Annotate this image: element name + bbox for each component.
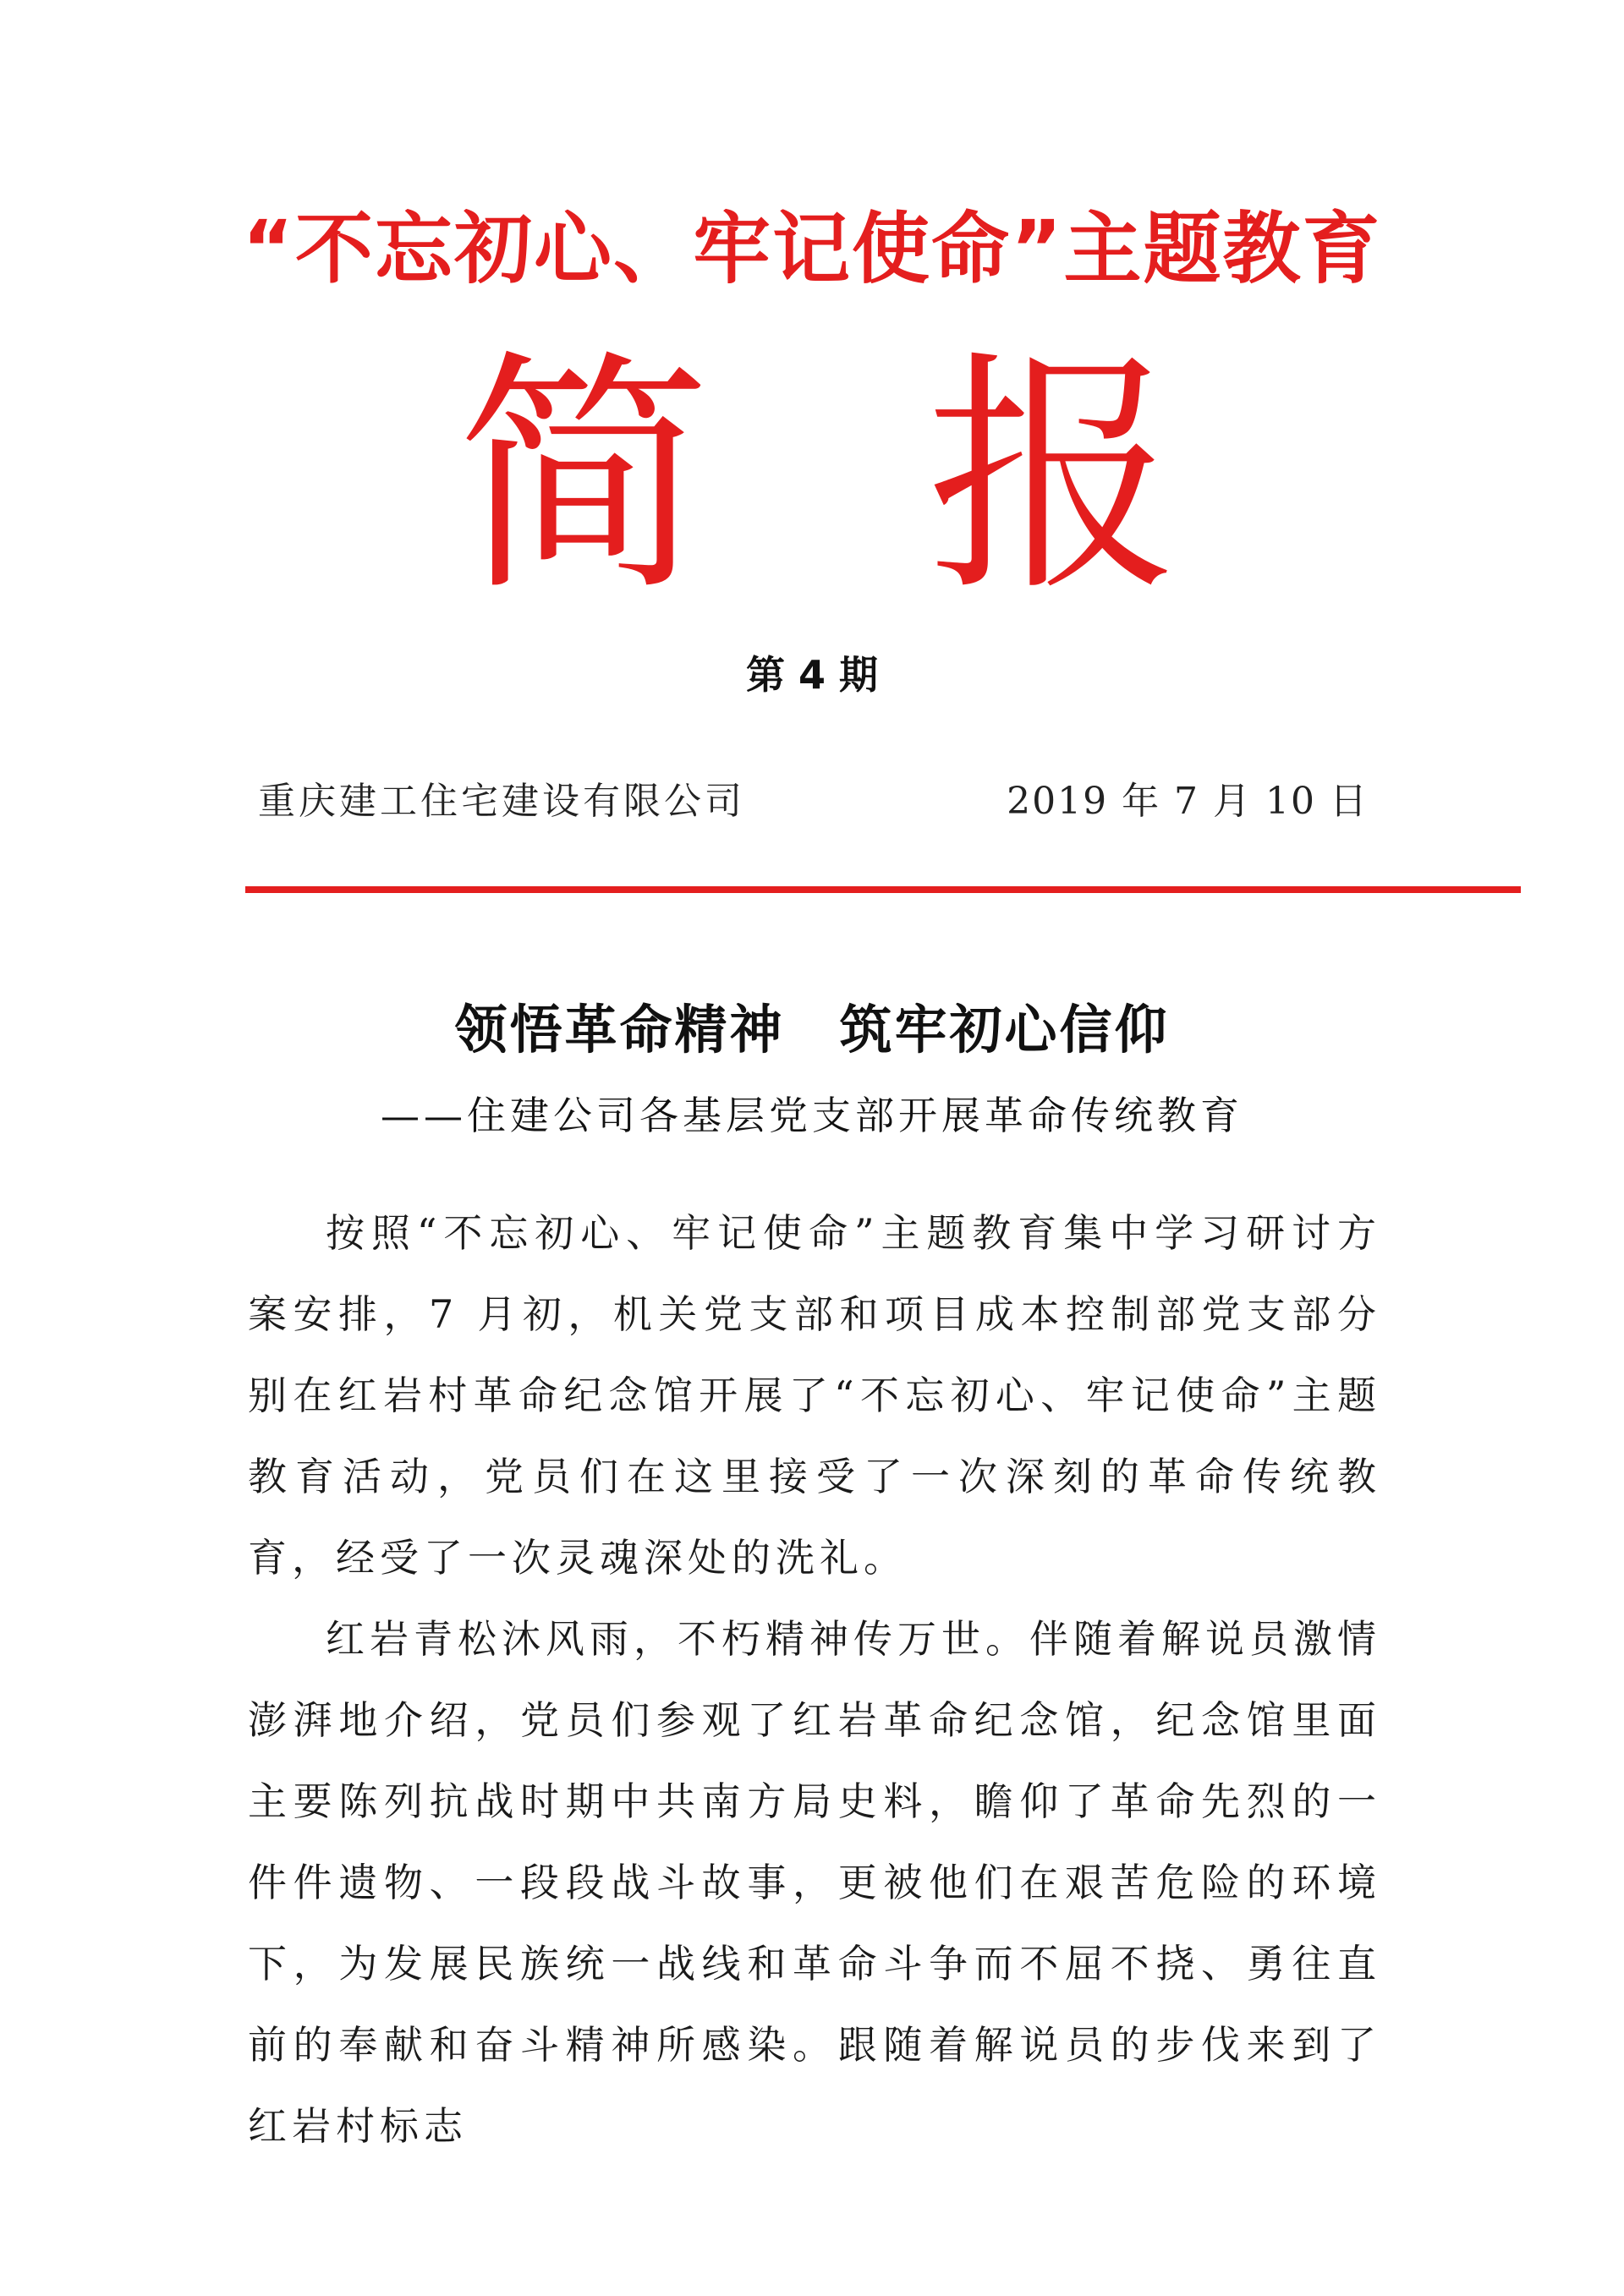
article-title: 领悟革命精神 筑牢初心信仰	[454, 999, 1170, 1060]
organization-name: 重庆建工住宅建设有限公司	[258, 780, 745, 823]
red-divider-line	[245, 886, 1521, 893]
masthead-char-bao: 报	[926, 330, 1180, 625]
issue-number: 第 4 期	[745, 652, 879, 698]
masthead-char-jian: 简	[457, 330, 710, 625]
article-paragraph: 按照“不忘初心、牢记使命”主题教育集中学习研讨方案安排，7 月初，机关党支部和项目成本控制部党支部分别在红岩村革命纪念馆开展了“不忘初心、牢记使命”主题教育活动，党员们在这里接受了一次深刻的革命传统教育，经受了一次灵魂深处的洗礼。	[248, 1210, 1381, 1581]
masthead	[0, 330, 1624, 625]
publish-date: 2019 年 7 月 10 日	[1007, 780, 1369, 823]
article-subtitle: ——住建公司各基层党支部开展革命传统教育	[381, 1093, 1243, 1138]
article-paragraph: 红岩青松沐风雨，不朽精神传万世。伴随着解说员激情澎湃地介绍，党员们参观了红岩革命纪念馆，纪念馆里面主要陈列抗战时期中共南方局史料，瞻仰了革命先烈的一件件遗物、一段段战斗故事，更被他们在艰苦危险的环境下，为发展民族统一战线和革命斗争而不屈不挠、勇往直前的奉献和奋斗精神所感染。跟随着解说员的步伐来到了红岩村标志	[248, 1616, 1381, 2149]
article-body	[248, 1192, 1381, 2167]
theme-title: “不忘初心、牢记使命”主题教育	[242, 204, 1382, 294]
